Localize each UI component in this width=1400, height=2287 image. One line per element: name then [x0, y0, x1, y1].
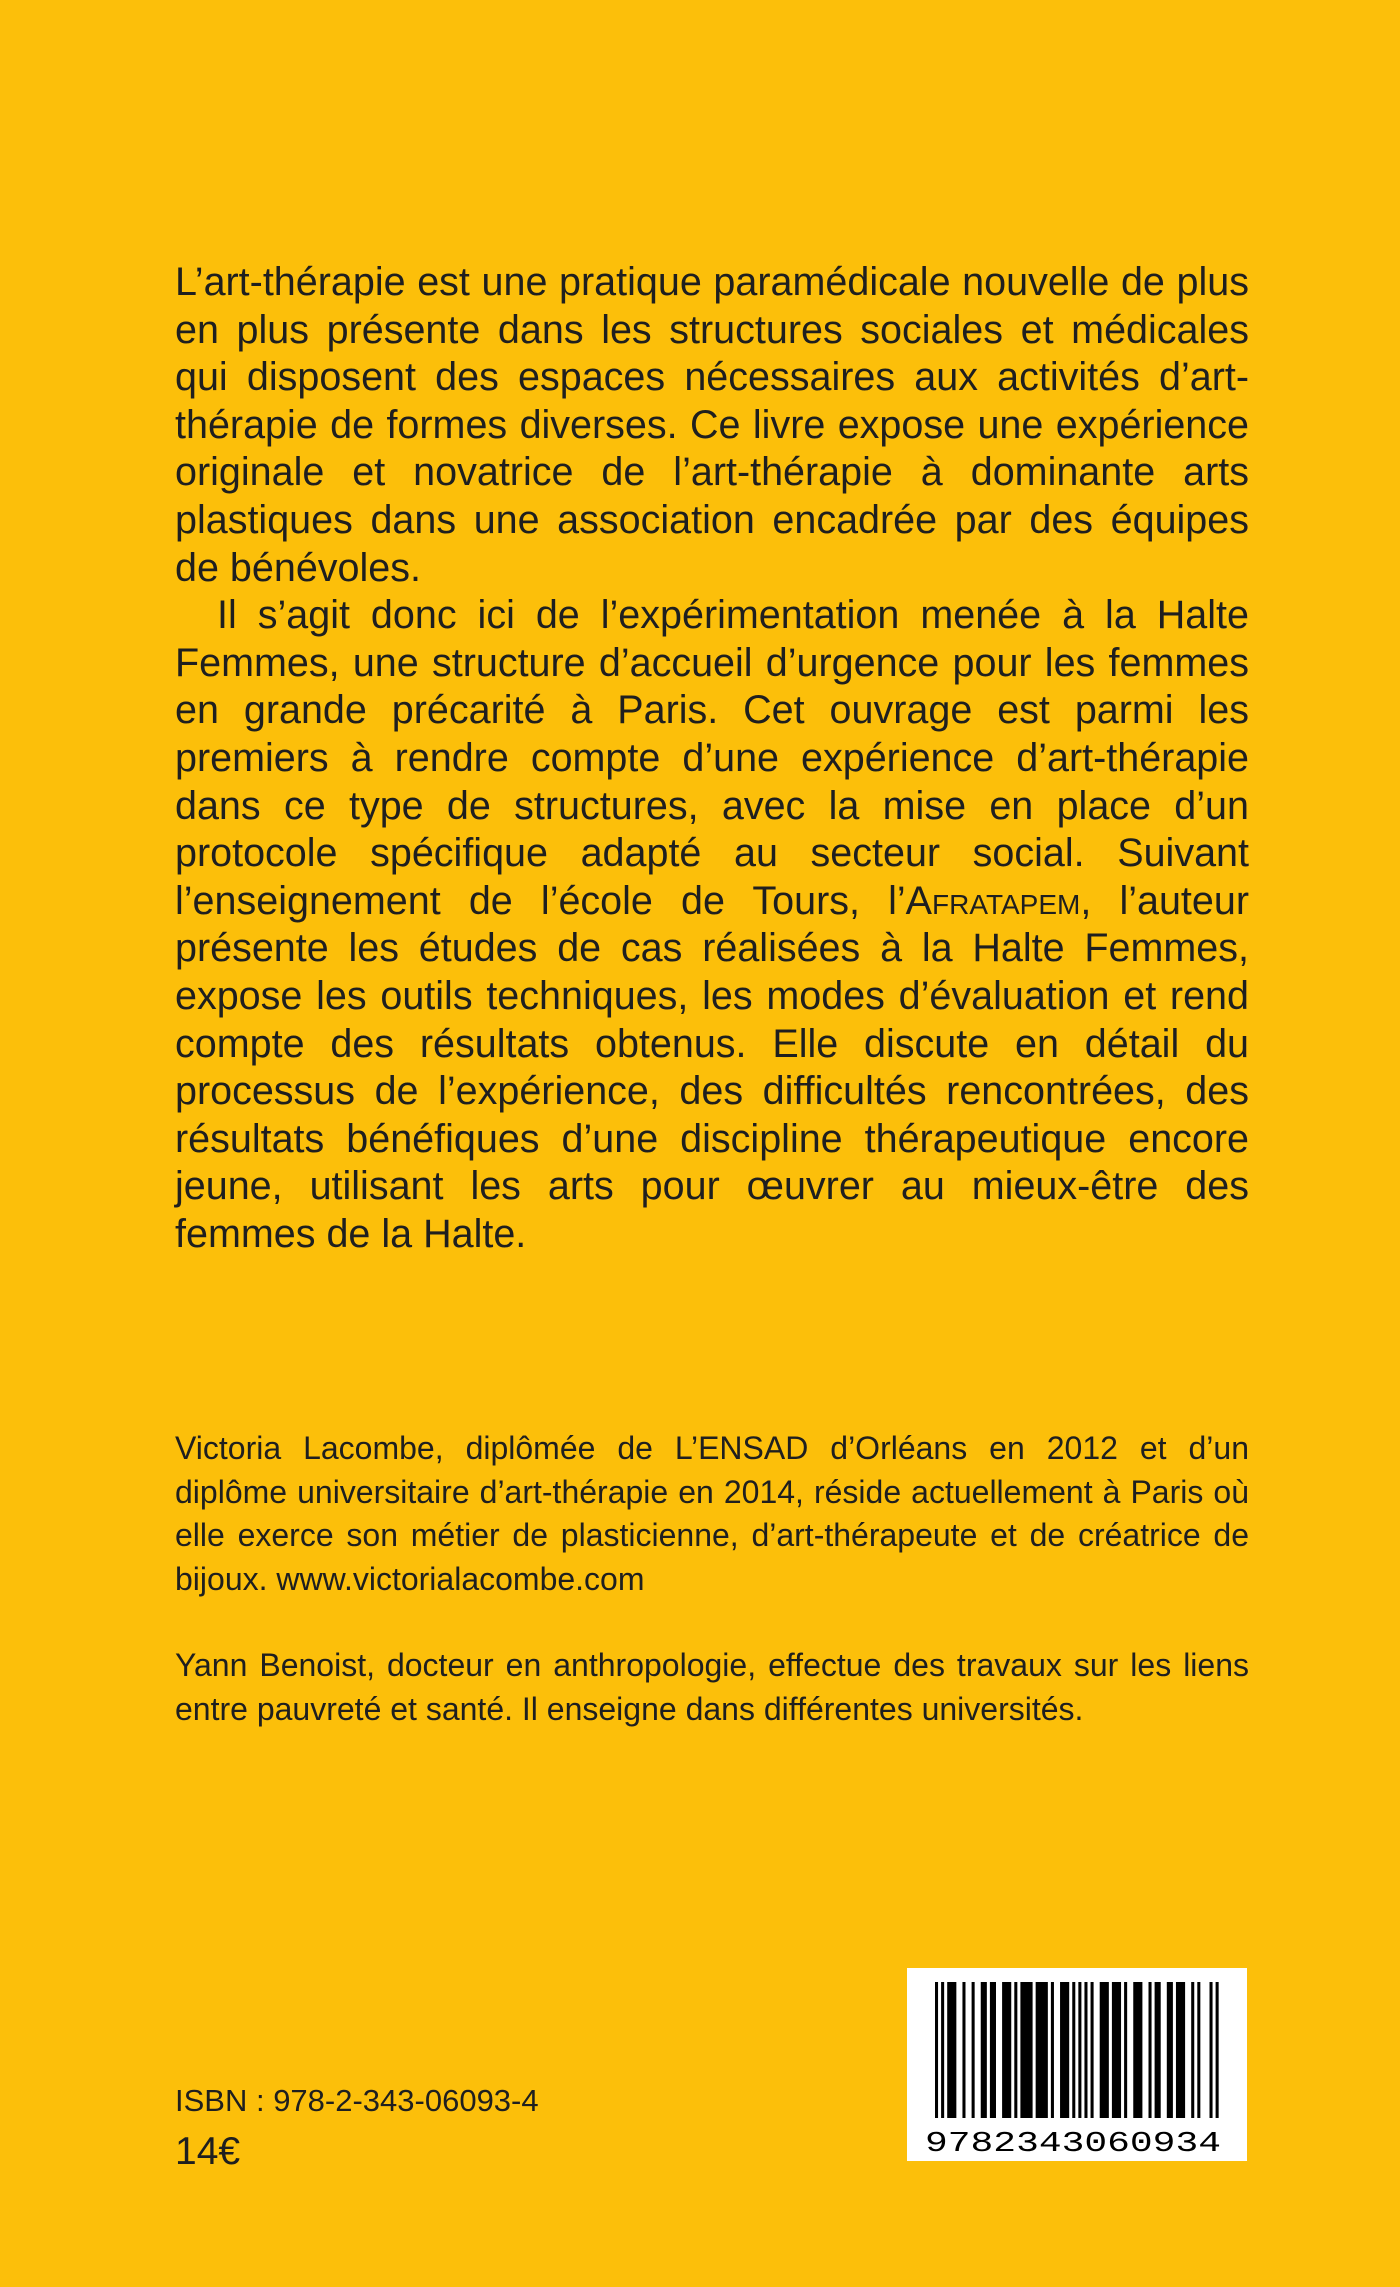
barcode-bar	[947, 1982, 956, 2118]
author-website: www.victorialacombe.com	[276, 1560, 645, 1597]
barcode-bar	[972, 1982, 975, 2118]
blurb	[175, 259, 1249, 1258]
barcode-bar	[990, 1982, 996, 2118]
barcode-bar	[935, 1982, 938, 2118]
price: 14€	[175, 2130, 241, 2173]
barcode-bar	[1133, 1982, 1142, 2118]
isbn: ISBN : 978-2-343-06093-4	[175, 2083, 539, 2118]
barcode-bar	[941, 1982, 944, 2118]
barcode-bar	[1216, 1982, 1219, 2118]
barcode-bar	[962, 1982, 965, 2118]
barcode-bar	[1091, 1982, 1094, 2118]
barcode-bar	[1112, 1982, 1121, 2118]
barcode-graphic	[907, 1968, 1247, 2161]
barcode-bar	[1124, 1982, 1127, 2118]
barcode-bar	[1036, 1982, 1048, 2118]
barcode-bar	[1051, 1982, 1054, 2118]
barcode-bar	[1078, 1982, 1081, 2118]
barcode-digits: 9782343060934	[925, 2127, 1221, 2160]
barcode-bar	[1100, 1982, 1109, 2118]
barcode-bar	[1002, 1982, 1011, 2118]
barcode-bars	[935, 1982, 1219, 2118]
barcode-bar	[1176, 1982, 1185, 2118]
barcode-bar	[1084, 1982, 1087, 2118]
barcode-bar	[1060, 1982, 1069, 2118]
blurb-paragraph-2	[175, 592, 1249, 1258]
blurb-paragraph-1: L’art-thérapie est une pratique paramédicale nouvelle de plus en plus présente dans les structures sociales et médicales qui disposent des espaces nécessaires aux activités d’art-thérapie de formes diverses. Ce livre expose une expérience originale et novatrice de l’art-thérapie à dominante arts plastiques dans une association encadrée par des équipes de bénévoles.	[175, 260, 1249, 590]
blurb-paragraph-2-part-1: Il s’agit donc ici de l’expérimentation menée à la Halte Femmes, une structure d’accueil d’urgence pour les femmes en grande précarité à Paris. Cet ouvrage est parmi les premiers à rendre compte d’une expérience d’art-thérapie dans ce type de structures, avec la mise en place d’un protocole spécifique adapté au secteur social. Suivant l’enseignement de l’école de Tours, l’	[175, 593, 1249, 923]
barcode-bar	[1167, 1982, 1173, 2118]
barcode-bar	[981, 1982, 987, 2118]
barcode	[907, 1968, 1247, 2161]
barcode-bar	[1210, 1982, 1213, 2118]
barcode-bar	[1072, 1982, 1075, 2118]
barcode-bar	[1014, 1982, 1017, 2118]
barcode-bar	[1149, 1982, 1152, 2118]
barcode-bar	[1020, 1982, 1032, 2118]
barcode-bar	[1155, 1982, 1161, 2118]
author-bio-1-text: Victoria Lacombe, diplômée de L’ENSAD d’Orléans en 2012 et d’un diplôme universitaire d’art-thérapie en 2014, réside actuellement à Paris où elle exerce son métier de plasticienne, d’art-thérapeute et de créatrice de bijoux.	[175, 1430, 1249, 1597]
author-bio-1	[175, 1427, 1249, 1601]
barcode-bar	[1197, 1982, 1200, 2118]
author-bio-2: Yann Benoist, docteur en anthropologie, effectue des travaux sur les liens entre pauvreté et santé. Il enseigne dans différentes universités.	[175, 1647, 1249, 1727]
blurb-paragraph-2-part-2: , l’auteur présente les études de cas réalisées à la Halte Femmes, expose les outils techniques, les modes d’évaluation et rend compte des résultats obtenus. Elle discute en détail du processus de l’expérience, des difficultés rencontrées, des résultats bénéfiques d’une discipline thérapeutique encore jeune, utilisant les arts pour œuvrer au mieux-être des femmes de la Halte.	[175, 878, 1249, 1256]
barcode-bar	[1191, 1982, 1194, 2118]
author-bios	[175, 1427, 1249, 1731]
organization-name: Afratapem	[905, 878, 1081, 923]
